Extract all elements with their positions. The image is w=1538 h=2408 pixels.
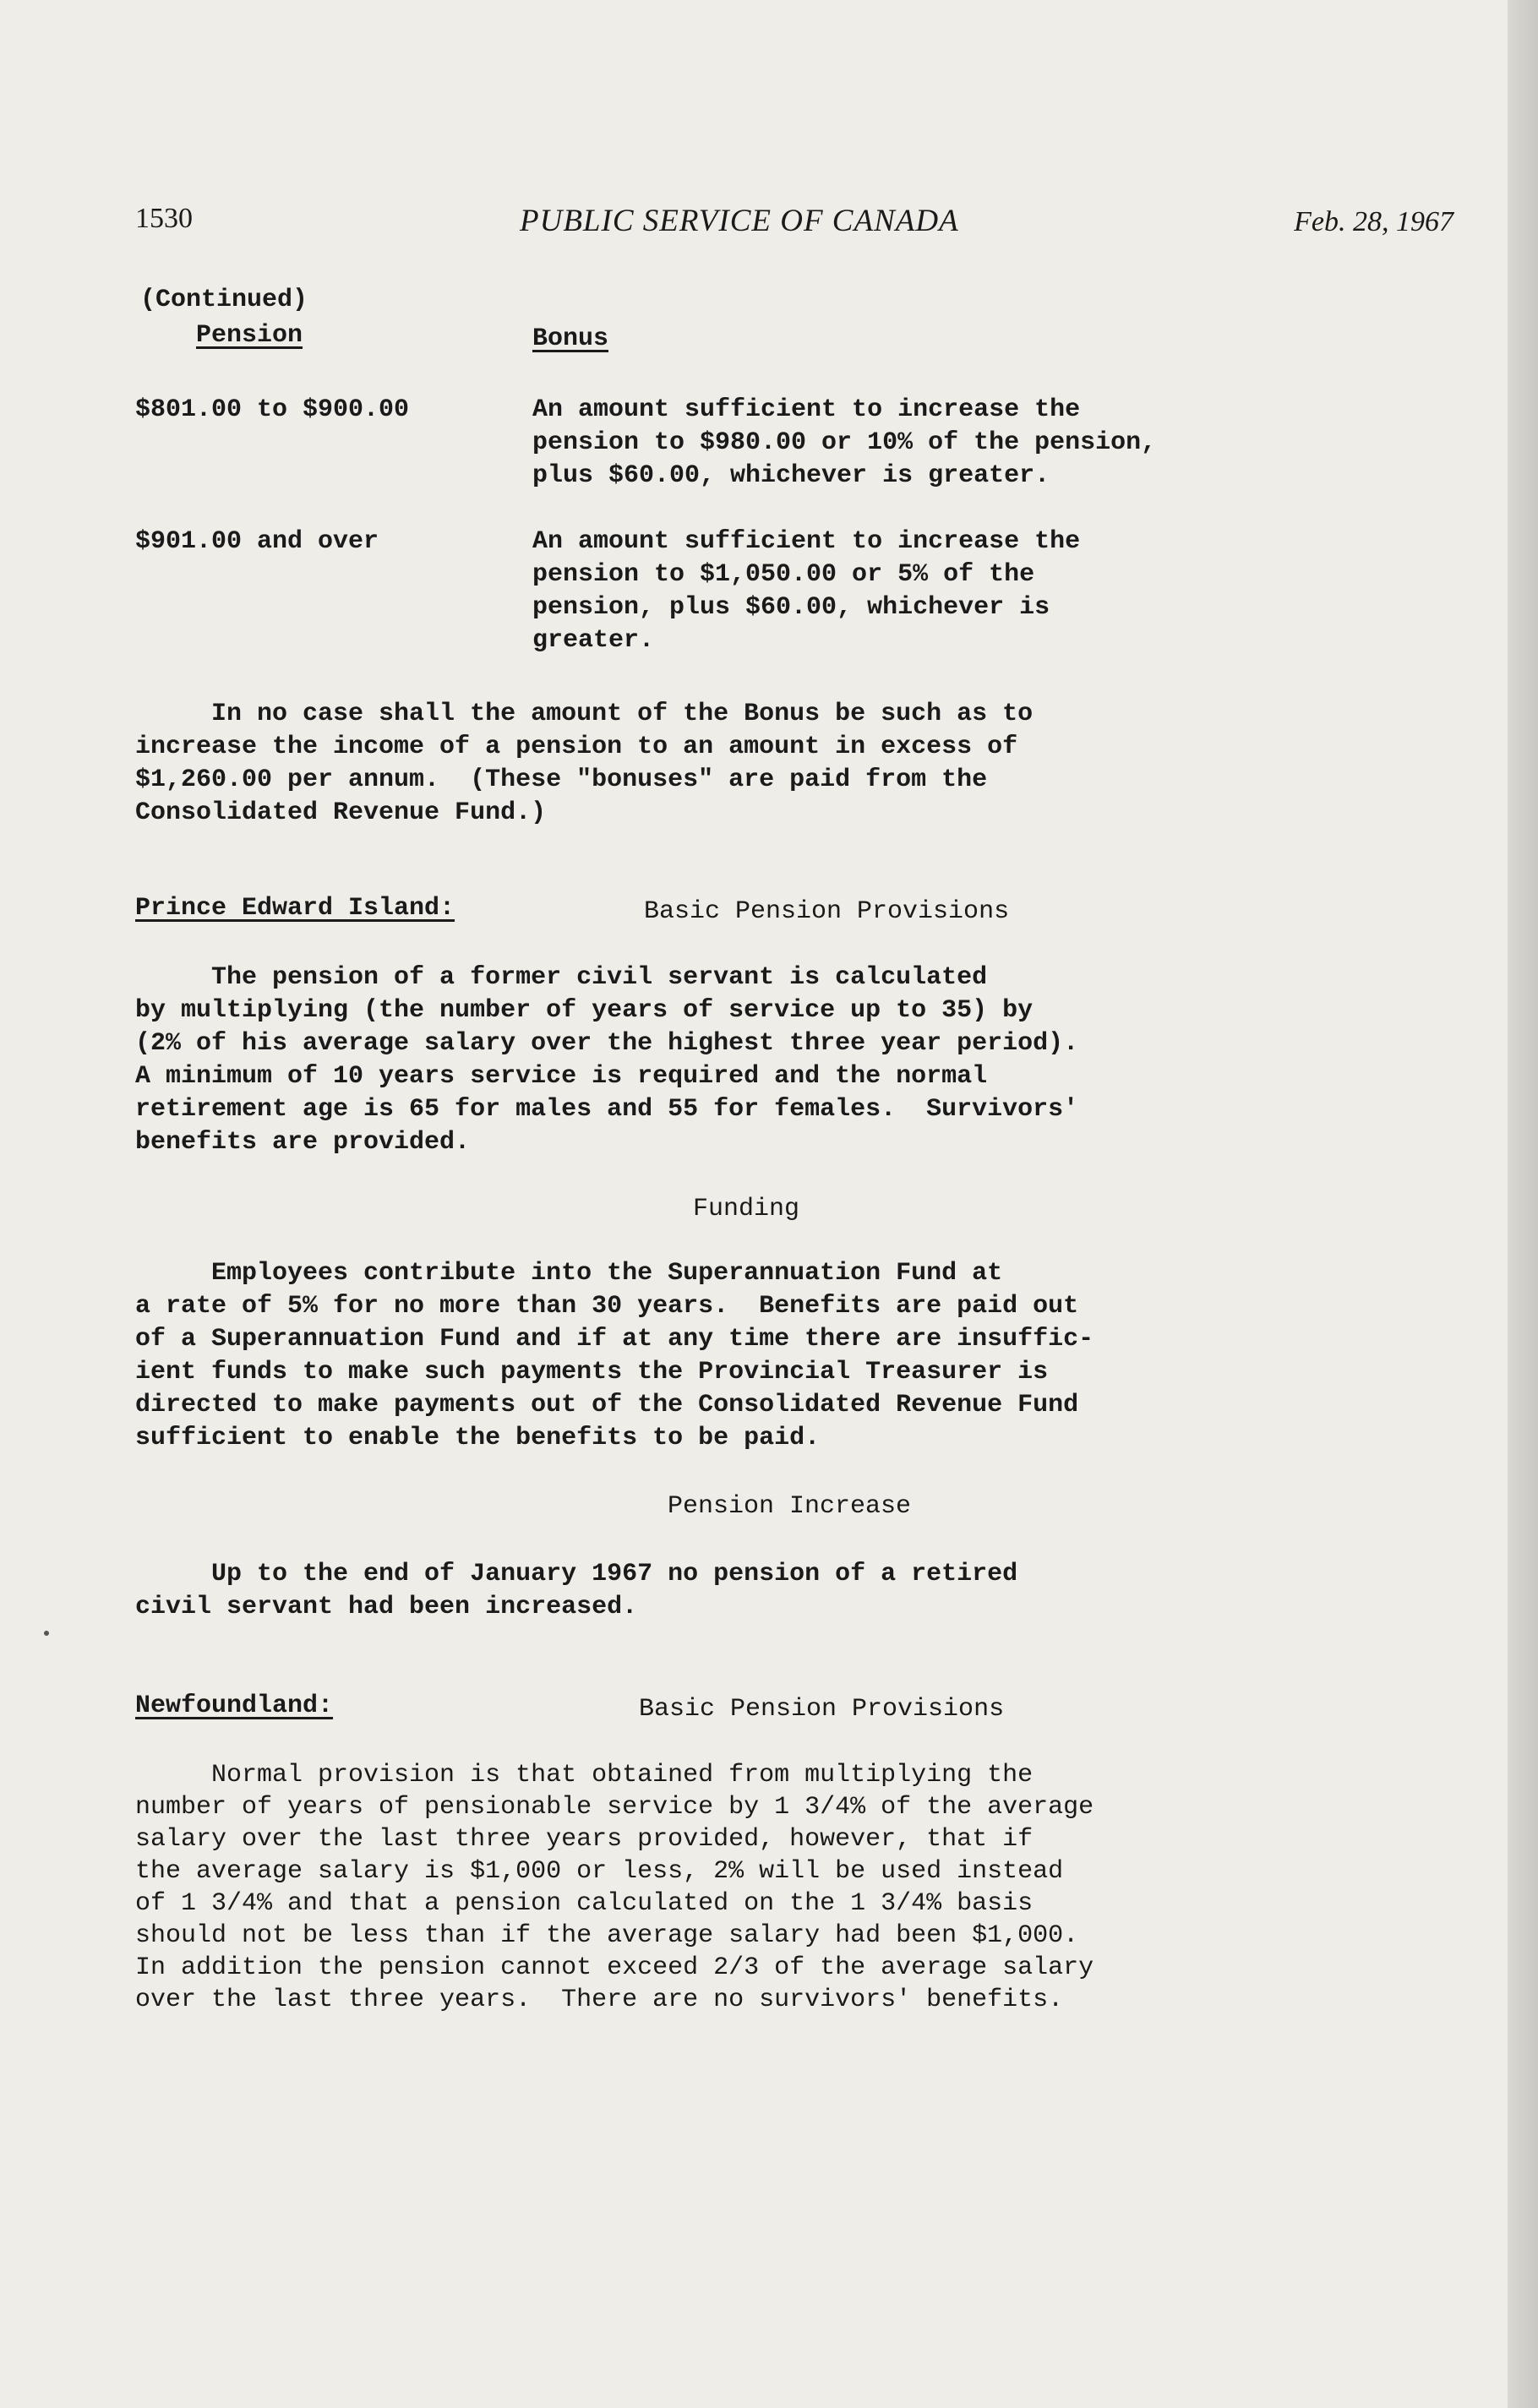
pei-funding-line-6: sufficient to enable the benefits to be paid. [135, 1424, 821, 1452]
bonus-note-line-3: $1,260.00 per annum. (These "bonuses" are paid from the [135, 765, 988, 794]
pension-range-row-2: $901.00 and over [135, 527, 379, 556]
bonus-row-2-line-2: pension to $1,050.00 or 5% of the [532, 560, 1035, 589]
pension-range-row-1: $801.00 to $900.00 [135, 395, 410, 424]
newfoundland-para-line-8: over the last three years. There are no survivors' benefits. [135, 1986, 1064, 2014]
newfoundland-basic-provisions-heading: Basic Pension Provisions [639, 1695, 1005, 1724]
bonus-row-2-line-1: An amount sufficient to increase the [532, 527, 1081, 556]
header-date: Feb. 28, 1967 [1294, 206, 1453, 237]
pei-para-line-4: A minimum of 10 years service is required and the normal [135, 1062, 988, 1091]
pei-funding-line-5: directed to make payments out of the Consolidated Revenue Fund [135, 1391, 1079, 1419]
bonus-note-line-1: In no case shall the amount of the Bonus be such as to [135, 700, 1034, 728]
pei-pension-increase-heading: Pension Increase [668, 1492, 912, 1521]
pei-para-line-5: retirement age is 65 for males and 55 for females. Survivors' [135, 1095, 1079, 1124]
newfoundland-para-line-7: In addition the pension cannot exceed 2/3 of the average salary [135, 1953, 1094, 1982]
pei-para-line-6: benefits are provided. [135, 1128, 471, 1157]
newfoundland-para-line-1: Normal provision is that obtained from multiplying the [135, 1761, 1034, 1790]
newfoundland-para-line-3: salary over the last three years provided, however, that if [135, 1825, 1034, 1854]
pei-para-line-1: The pension of a former civil servant is calculated [135, 963, 988, 992]
bonus-row-2-line-4: greater. [532, 626, 655, 655]
page-number: 1530 [135, 203, 193, 234]
continued-label: (Continued) [140, 286, 308, 314]
bonus-note-line-4: Consolidated Revenue Fund.) [135, 798, 547, 827]
bonus-column-header: Bonus [532, 324, 609, 353]
pei-funding-heading: Funding [693, 1195, 800, 1223]
bonus-row-2-line-3: pension, plus $60.00, whichever is [532, 593, 1050, 622]
newfoundland-section-label: Newfoundland: [135, 1692, 334, 1720]
page-header [135, 203, 1453, 245]
stray-ink-mark [44, 1631, 49, 1636]
pei-funding-line-1: Employees contribute into the Superannuation Fund at [135, 1259, 1003, 1288]
pei-increase-line-1: Up to the end of January 1967 no pension of a retired [135, 1560, 1018, 1588]
newfoundland-para-line-6: should not be less than if the average salary had been $1,000. [135, 1921, 1079, 1950]
pei-para-line-2: by multiplying (the number of years of service up to 35) by [135, 996, 1034, 1025]
pei-basic-provisions-heading: Basic Pension Provisions [644, 897, 1010, 926]
pei-increase-line-2: civil servant had been increased. [135, 1593, 638, 1621]
pei-section-label: Prince Edward Island: [135, 894, 455, 923]
page-edge-shadow [1508, 0, 1538, 2408]
newfoundland-para-line-2: number of years of pensionable service by 1 3/4% of the average [135, 1793, 1094, 1822]
newfoundland-para-line-4: the average salary is $1,000 or less, 2% will be used instead [135, 1857, 1064, 1886]
bonus-row-1-line-3: plus $60.00, whichever is greater. [532, 461, 1050, 490]
running-title: PUBLIC SERVICE OF CANADA [520, 204, 959, 238]
bonus-row-1-line-1: An amount sufficient to increase the [532, 395, 1081, 424]
pei-para-line-3: (2% of his average salary over the highest three year period). [135, 1029, 1079, 1058]
bonus-row-1-line-2: pension to $980.00 or 10% of the pension, [532, 428, 1157, 457]
pei-funding-line-4: ient funds to make such payments the Provincial Treasurer is [135, 1358, 1049, 1387]
bonus-note-line-2: increase the income of a pension to an amount in excess of [135, 733, 1018, 761]
newfoundland-para-line-5: of 1 3/4% and that a pension calculated on the 1 3/4% basis [135, 1889, 1034, 1918]
pei-funding-line-2: a rate of 5% for no more than 30 years. Benefits are paid out [135, 1292, 1079, 1321]
pension-column-header: Pension [196, 321, 303, 350]
pei-funding-line-3: of a Superannuation Fund and if at any time there are insuffic- [135, 1325, 1094, 1354]
